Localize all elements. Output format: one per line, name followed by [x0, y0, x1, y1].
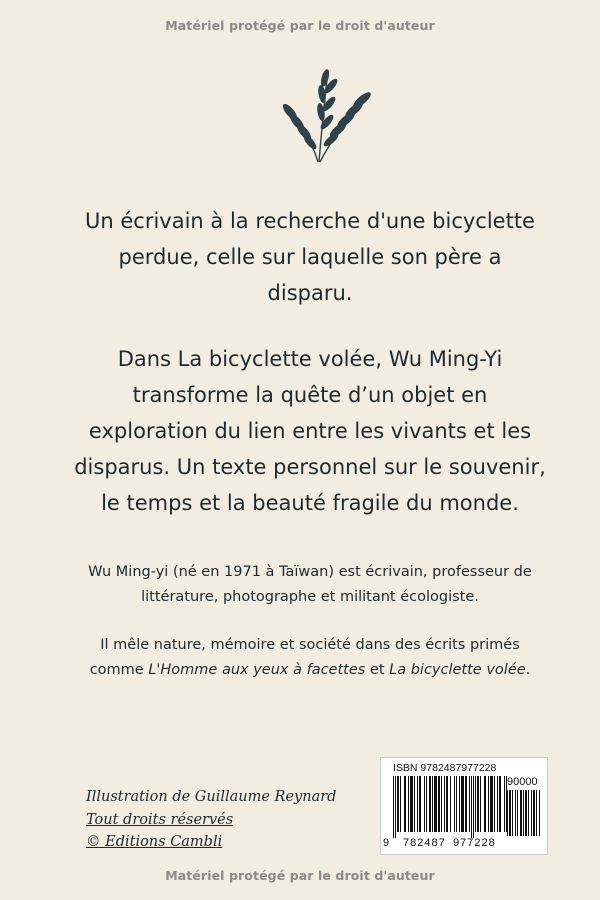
barcode-bar: [461, 776, 464, 832]
barcode-bar: [484, 776, 486, 832]
bio-line: littérature, photographe et militant écologiste.: [141, 589, 479, 605]
barcode-bar: [480, 776, 481, 832]
bio-line: [55, 658, 565, 683]
barcode-bar: [444, 776, 445, 832]
rights-notice: Tout droits réservés: [86, 811, 234, 828]
barcode-bar: [410, 776, 413, 832]
author-bio-paragraph-1: [55, 560, 565, 610]
publisher-credit: © Editions Cambli: [86, 834, 223, 850]
barcode-bar: [456, 776, 457, 832]
bio-text: .: [525, 662, 531, 678]
blurb-line: Un écrivain à la recherche d'une bicyclette: [85, 209, 535, 233]
barcode-bar: [429, 776, 431, 832]
book-title-bicyclette: La bicyclette volée: [389, 662, 526, 678]
bio-line: Il mêle nature, mémoire et société dans des écrits primés: [100, 637, 520, 653]
barcode-bar: [446, 776, 448, 832]
blurb-line: transforme la quête d’un objet en: [132, 383, 488, 407]
ean-left-digits: 782487: [403, 837, 446, 849]
addon-bars: [507, 790, 541, 842]
barcode-bar: [471, 776, 472, 838]
barcode-bar: [512, 790, 513, 836]
blurb-line: disparu.: [267, 281, 353, 305]
blurb-line: exploration du lien entre les vivants et les: [88, 419, 532, 443]
ean-bars: [393, 776, 511, 838]
bio-text: comme: [89, 662, 149, 678]
barcode-bar: [477, 776, 479, 832]
barcode-bar: [499, 776, 501, 832]
price-code: 90000: [507, 776, 538, 788]
barcode-bar: [408, 776, 409, 832]
barcode-bar: [417, 776, 418, 832]
barcode-bar: [515, 790, 516, 836]
isbn-barcode: [380, 757, 548, 855]
barcode-bar: [539, 790, 540, 836]
barcode-bar: [536, 790, 537, 836]
barcode-bar: [438, 776, 440, 832]
blurb-line: Dans La bicyclette volée, Wu Ming-Yi: [117, 347, 503, 371]
isbn-label: ISBN 9782487977228: [393, 762, 497, 774]
barcode-bar: [507, 790, 508, 836]
barcode-bar: [473, 776, 474, 838]
barcode-bar: [414, 776, 415, 832]
ean-first-digit: 9: [383, 837, 390, 849]
barcode-bar: [397, 776, 399, 832]
bio-line: Wu Ming-yi (né en 1971 à Taïwan) est écrivain, professeur de: [88, 564, 532, 580]
blurb-line: le temps et la beauté fragile du monde.: [101, 491, 519, 515]
credits: [86, 786, 336, 854]
barcode-bar: [490, 776, 493, 832]
barcode-bar: [488, 776, 489, 832]
barcode-bar: [434, 776, 437, 832]
bio-text: et: [365, 662, 390, 678]
barcode-bar: [525, 790, 527, 836]
barcode-bar: [454, 776, 455, 832]
barcode-bar: [465, 776, 467, 832]
barcode-bar: [400, 776, 401, 832]
barcode-bar: [504, 776, 505, 832]
barcode-bar: [419, 776, 421, 832]
blurb-paragraph-1: [70, 203, 550, 311]
barcode-bar: [528, 790, 529, 836]
barcode-bar: [497, 776, 498, 832]
barcode-bar: [459, 776, 460, 832]
barcode-bar: [520, 790, 522, 836]
barcode-bar: [494, 776, 495, 832]
barcode-bar: [533, 790, 535, 836]
barcode-bar: [509, 790, 511, 836]
ean-right-digits: 977228: [453, 837, 496, 849]
book-title-homme: L'Homme aux yeux à facettes: [148, 662, 366, 678]
blurb-line: perdue, celle sur laquelle son père a: [118, 245, 502, 269]
blurb-line: disparus. Un texte personnel sur le souvenir,: [74, 455, 546, 479]
barcode-bar: [531, 790, 532, 836]
author-bio-paragraph-2: [55, 633, 565, 683]
wheat-icon: [270, 64, 380, 172]
copyright-watermark-top: Matériel protégé par le droit d'auteur: [165, 18, 435, 33]
barcode-bar: [432, 776, 433, 832]
barcode-bar: [469, 776, 470, 832]
barcode-bar: [424, 776, 425, 832]
barcode-bar: [475, 776, 476, 832]
barcode-bar: [404, 776, 406, 832]
blurb-paragraph-2: [70, 341, 550, 521]
barcode-bar: [517, 790, 518, 836]
barcode-bar: [393, 776, 394, 838]
copyright-watermark-bottom: Matériel protégé par le droit d'auteur: [165, 868, 435, 883]
barcode-bar: [523, 790, 524, 836]
barcode-bar: [441, 776, 442, 832]
illustration-credit: Illustration de Guillaume Reynard: [86, 789, 337, 805]
barcode-bar: [426, 776, 427, 832]
barcode-bar: [450, 776, 451, 832]
barcode-bar: [395, 776, 396, 838]
